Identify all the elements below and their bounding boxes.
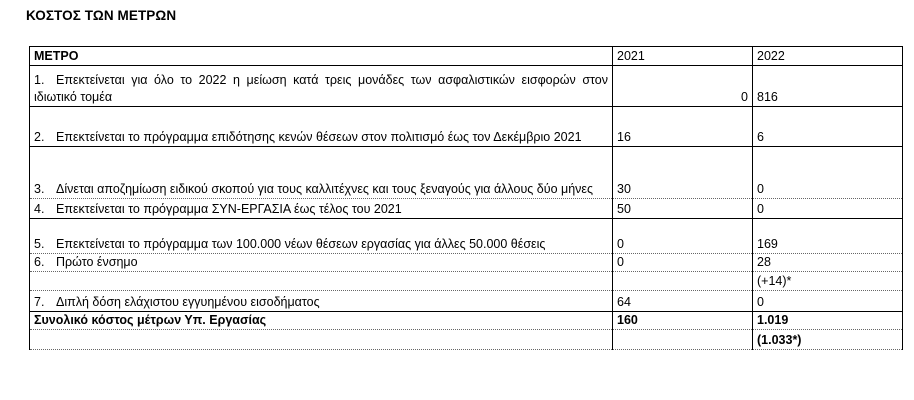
table-row (30, 66, 903, 107)
table-header-row (30, 47, 903, 66)
value-2021: 0 (613, 66, 753, 107)
value-2022: 816 (753, 66, 903, 107)
value-2021: 16 (613, 107, 753, 147)
measure-number: 6. (34, 255, 45, 269)
value-2022: 0 (753, 291, 903, 312)
measure-number: 3. (34, 182, 45, 196)
total-note-row (30, 330, 903, 350)
value-2022: 28 (753, 254, 903, 272)
measure-number: 4. (34, 202, 45, 216)
measure-cell (30, 254, 613, 272)
value-2022: 6 (753, 107, 903, 147)
measures-cost-table (29, 46, 903, 350)
measure-text: Επεκτείνεται για όλο το 2022 η μείωση κατά τρεις μονάδες των ασφαλιστικών εισφορών στον ιδιωτικό τομέα (34, 73, 608, 104)
header-measure: ΜΕΤΡΟ (30, 47, 613, 66)
table-row (30, 291, 903, 312)
measure-cell (30, 291, 613, 312)
value-2022: 0 (753, 147, 903, 199)
total-label: Συνολικό κόστος μέτρων Υπ. Εργασίας (30, 312, 613, 330)
total-2021: 160 (613, 312, 753, 330)
table-row (30, 254, 903, 272)
value-2021: 0 (613, 254, 753, 272)
value-2021: 64 (613, 291, 753, 312)
measure-text: Επεκτείνεται το πρόγραμμα ΣΥΝ-ΕΡΓΑΣΙΑ έως τέλος του 2021 (56, 202, 402, 216)
measure-text: Πρώτο ένσημο (56, 255, 138, 269)
value-2022: 0 (753, 199, 903, 219)
measure-number: 5. (34, 237, 45, 251)
table-row (30, 219, 903, 254)
measure-text: Διπλή δόση ελάχιστου εγγυημένου εισοδήματος (56, 295, 320, 309)
header-2022: 2022 (753, 47, 903, 66)
total-row (30, 312, 903, 330)
total-2022-note: (1.033*) (753, 330, 903, 350)
value-2021: 50 (613, 199, 753, 219)
measure-cell (30, 219, 613, 254)
table-row (30, 107, 903, 147)
measure-number: 2. (34, 130, 45, 144)
document-title: ΚΟΣΤΟΣ ΤΩΝ ΜΕΤΡΩΝ (26, 8, 177, 23)
measure-text: Δίνεται αποζημίωση ειδικού σκοπού για τους καλλιτέχνες και τους ξεναγούς για άλλους δύο μήνες (56, 182, 593, 196)
measure-number: 7. (34, 295, 45, 309)
measure-number: 1. (34, 73, 45, 87)
table-row (30, 272, 903, 291)
table-row (30, 147, 903, 199)
measure-text: Επεκτείνεται το πρόγραμμα των 100.000 νέων θέσεων εργασίας για άλλες 50.000 θέσεις (56, 237, 546, 251)
value-2022: 169 (753, 219, 903, 254)
measure-cell (30, 66, 613, 107)
measure-cell (30, 147, 613, 199)
measure-cell (30, 107, 613, 147)
value-2022-note: (+14)* (753, 272, 903, 291)
total-2022: 1.019 (753, 312, 903, 330)
measure-text: Επεκτείνεται το πρόγραμμα επιδότησης κενών θέσεων στον πολιτισμό έως τον Δεκέμβριο 2021 (56, 130, 582, 144)
value-2021: 30 (613, 147, 753, 199)
value-2021: 0 (613, 219, 753, 254)
header-2021: 2021 (613, 47, 753, 66)
table-row (30, 199, 903, 219)
measure-cell (30, 199, 613, 219)
